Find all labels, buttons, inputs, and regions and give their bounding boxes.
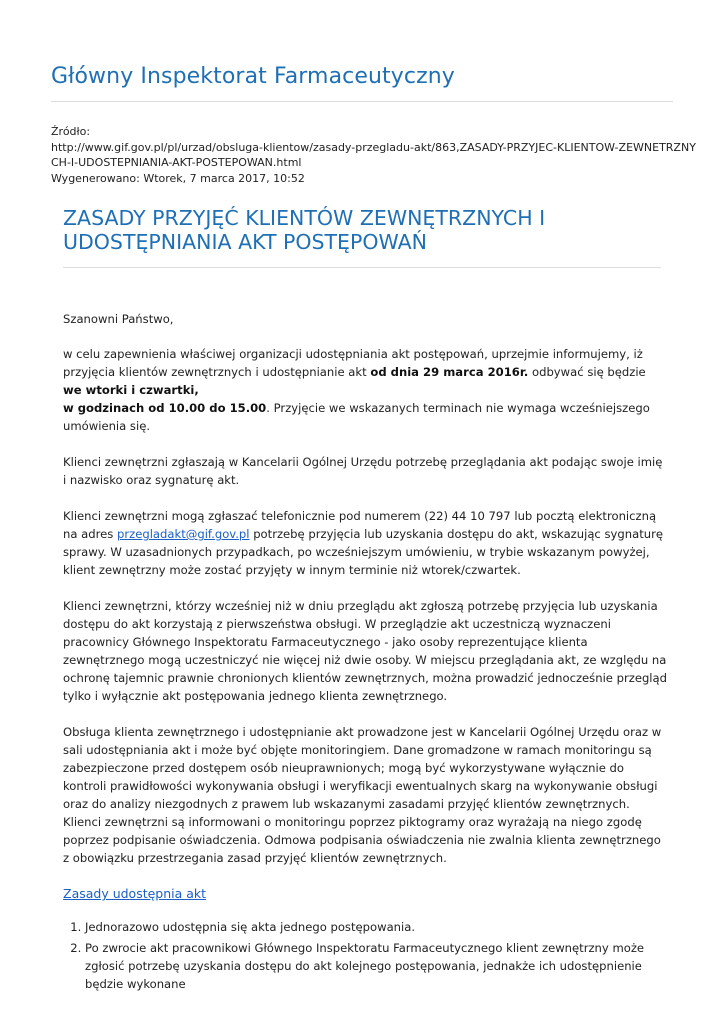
article-divider (63, 267, 661, 268)
paragraph-schedule (63, 345, 667, 435)
site-title: Główny Inspektorat Farmaceutyczny (51, 64, 455, 89)
source-label: Źródło: (51, 125, 91, 138)
schedule-text-intro: w celu zapewnienia właściwej organizacji udostępniania akt postępowań, uprzejmie informujemy, iż przyjęcia klientów zewnętrznych i udostępnianie akt (63, 347, 643, 379)
header-divider (51, 101, 673, 102)
generated-timestamp: Wygenerowano: Wtorek, 7 marca 2017, 10:52 (51, 171, 305, 185)
paragraph-priority: Klienci zewnętrzni, którzy wcześniej niż w dniu przeglądu akt zgłoszą potrzebę przyjęcia lub uzyskania dostępu do akt korzystają z pierwszeństwa obsługi. W przeglądzie akt uczestniczą wyznaczeni pracownicy Głównego Inspektoratu Farmaceutycznego - jako osoby reprezentujące klienta zewnętrznego mogą uczestniczyć nie więcej niż dwie osoby. W miejscu przeglądania akt, ze względu na ochronę tajemnic prawnie chronionych klientów zewnętrznych, można prowadzić jednocześnie przegląd tylko i wyłącznie akt postępowania jednego klienta zewnętrznego. (63, 599, 667, 703)
contact-text-end: potrzebę przyjęcia lub uzyskania dostępu do akt, wskazując sygnaturę sprawy. W uzasadnionych przypadkach, po wcześniejszym umówieniu, w trybie wskazanym powyżej, klient zewnętrzny może zostać przyjęty w innym terminie niż wtorek/czwartek. (63, 527, 663, 577)
greeting: Szanowni Państwo, (63, 312, 174, 326)
source-info (51, 124, 696, 186)
section-link-access-rules[interactable]: Zasady udostępnia akt (63, 886, 207, 901)
article-title: ZASADY PRZYJĘĆ KLIENTÓW ZEWNĘTRZNYCH I UDOSTĘPNIANIA AKT POSTĘPOWAŃ (63, 206, 546, 254)
access-rules-list (63, 918, 667, 993)
source-url-line-1: http://www.gif.gov.pl/pl/urzad/obsluga-klientow/zasady-przegladu-akt/863,ZASADY-PRZYJEC-KLIENTOW-ZEWNETRZNY (51, 140, 696, 154)
schedule-start-date: od dnia 29 marca 2016r. (370, 365, 529, 379)
paragraph-contact (63, 507, 667, 579)
schedule-text-mid: odbywać się będzie (528, 365, 646, 379)
contact-email-link[interactable]: przegladakt@gif.gov.pl (116, 527, 250, 541)
article-body (63, 310, 667, 996)
schedule-hours: w godzinach od 10.00 do 15.00 (63, 401, 267, 415)
schedule-text-end: . Przyjęcie we wskazanych terminach nie wymaga wcześniejszego umówienia się. (63, 401, 650, 433)
list-item: 2. Po zwrocie akt pracownikowi Głównego Inspektoratu Farmaceutycznego klient zewnętrzny może zgłosić potrzebę uzyskania dostępu do akt kolejnego postępowania, jednakże ich udostępnienie będzie wykonane (85, 939, 667, 993)
list-item: 1. Jednorazowo udostępnia się akta jednego postępowania. (85, 918, 667, 936)
contact-text-intro: Klienci zewnętrzni mogą zgłaszać telefonicznie pod numerem (22) 44 10 797 lub pocztą elektroniczną na adres (63, 509, 657, 541)
paragraph-monitoring: Obsługa klienta zewnętrznego i udostępnianie akt prowadzone jest w Kancelarii Ogólnej Urzędu oraz w sali udostępniania akt i może być objęte monitoringiem. Dane gromadzone w ramach monitoringu są zabezpieczone przed dostępem osób nieuprawnionych; mogą być wykorzystywane wyłącznie do kontroli prawidłowości wykonywania obsługi i weryfikacji ewentualnych skarg na wykonywanie obsługi oraz do analizy niezgodnych z prawem lub wskazanymi zasadami przyjęć klientów zewnętrznych. Klienci zewnętrzni są informowani o monitoringu poprzez piktogramy oraz wyrażają na niego zgodę poprzez podpisanie oświadczenia. Odmowa podpisania oświadczenia nie zwalnia klienta zewnętrznego z obowiązku przestrzegania zasad przyjęć klientów zewnętrznych. (63, 725, 662, 865)
paragraph-registration: Klienci zewnętrzni zgłaszają w Kancelarii Ogólnej Urzędu potrzebę przeglądania akt podając swoje imię i nazwisko oraz sygnaturę akt. (63, 455, 663, 487)
schedule-days: we wtorki i czwartki, (63, 383, 199, 397)
source-url-line-2: CH-I-UDOSTEPNIANIA-AKT-POSTEPOWAN.html (51, 156, 302, 169)
